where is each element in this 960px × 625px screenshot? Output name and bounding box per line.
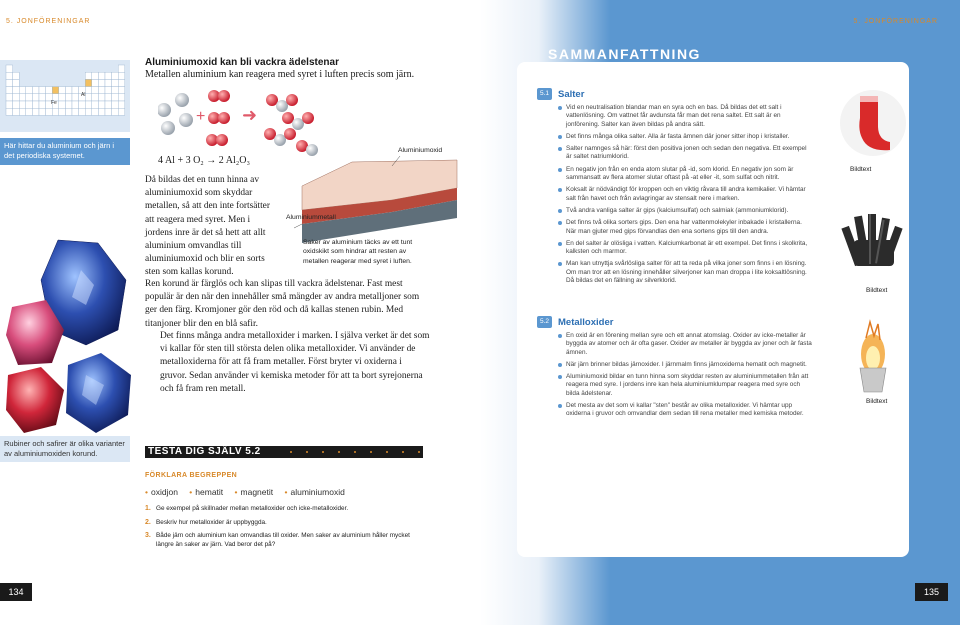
periodic-cell: [32, 94, 39, 101]
section-title-metalloxider: Metalloxider: [558, 317, 614, 328]
page-number-left: 134: [0, 583, 32, 601]
questions-list: [145, 505, 415, 554]
explain-concepts-heading: FÖRKLARA BEGREPPEN: [145, 472, 238, 479]
periodic-cell: [85, 87, 92, 94]
chapter-header-right: 5. JONFÖRENINGAR: [853, 18, 938, 25]
image-caption: Bildtext: [850, 166, 872, 173]
periodic-cell: [65, 94, 72, 101]
section-subtitle: Metallen aluminium kan reagera med syret i luften precis som järn.: [145, 69, 415, 80]
concept-item: • aluminiumoxid: [284, 487, 345, 497]
periodic-cell: [92, 101, 99, 108]
section-title-salter: Salter: [558, 89, 585, 100]
bullet-item: Salter namnges så här: först den positiva jonen och sedan den negativa. Ett exempel är saltet natriumklorid.: [558, 145, 813, 162]
periodic-cell: [105, 108, 112, 115]
periodic-cell: [46, 108, 53, 115]
periodic-cell: [98, 87, 105, 94]
periodic-cell: [112, 108, 119, 115]
periodic-cell: [72, 87, 79, 94]
body-paragraph-2: Ren korund är färglös och kan slipas till vackra ädelstenar. Fast mest populär är den när den innehåller små mängder av andra metalljoner som ger den färg. Kromjoner gör den röd och då kallas stenen rubin. Med titanjoner blir den en blå safir.: [145, 279, 420, 329]
symbol-fe: Fe: [51, 100, 57, 106]
periodic-cell: [92, 94, 99, 101]
concept-item: • magnetit: [234, 487, 274, 497]
periodic-cell: [118, 72, 125, 79]
periodic-cell: [79, 101, 86, 108]
periodic-cell: [65, 101, 72, 108]
periodic-cell: [92, 108, 99, 115]
periodic-cell: [118, 94, 125, 101]
periodic-cell: [105, 79, 112, 86]
concepts-list: [145, 487, 354, 497]
periodic-cell: [112, 87, 119, 94]
periodic-cell: [6, 94, 13, 101]
periodic-cell: [65, 108, 72, 115]
periodic-table-graphic: [0, 60, 130, 132]
periodic-cell: [85, 101, 92, 108]
periodic-cell: [26, 94, 33, 101]
bullet-item: Det mesta av det som vi kallar "sten" består av olika metalloxider. Vi hämtar upp oxiderna i gruvor och omvandlar dem sedan till rena metaller med kemiska metoder.: [558, 402, 813, 419]
concept-item: • oxidjon: [145, 487, 178, 497]
periodic-cell: [39, 94, 46, 101]
reaction-equation: 4 Al + 3 O₂ → 2 Al₂O₃: [158, 155, 250, 166]
periodic-cell: [98, 72, 105, 79]
periodic-cell: [85, 108, 92, 115]
test-yourself-title: TESTA DIG SJÄLV 5.2: [148, 446, 261, 457]
bullet-item: Två andra vanliga salter är gips (kalciumsulfat) och salmiak (ammoniumklorid).: [558, 207, 813, 215]
bullet-item: En del salter är olösliga i vatten. Kalciumkarbonat är ett exempel. Det finns i skolkrita, kalksten och marmor.: [558, 240, 813, 257]
periodic-cell: [13, 94, 20, 101]
periodic-cell: [72, 108, 79, 115]
periodic-cell: [13, 72, 20, 79]
periodic-cell: [19, 87, 26, 94]
bullet-item: En oxid är en förening mellan syre och ett annat atomslag. Oxider av icke-metaller är byggda av atomer och är ofta gaser. Oxider av metaller är byggda av joner och är fasta ämnen.: [558, 332, 813, 357]
periodic-cell: [19, 108, 26, 115]
periodic-cell: [98, 108, 105, 115]
periodic-cell: [118, 101, 125, 108]
periodic-cell: [98, 101, 105, 108]
gemstones-image: [6, 235, 136, 435]
periodic-cell: [112, 72, 119, 79]
arrow-right-icon: ➜: [242, 105, 258, 125]
periodic-cell: [6, 72, 13, 79]
periodic-cell: [105, 72, 112, 79]
figure-label-oxide: Aluminiumoxid: [398, 147, 443, 154]
periodic-cell: [59, 101, 66, 108]
periodic-cell: [39, 108, 46, 115]
periodic-cell: [39, 87, 46, 94]
periodic-cell: [98, 79, 105, 86]
periodic-cell: [105, 94, 112, 101]
periodic-cell: [59, 108, 66, 115]
periodic-cell: [13, 108, 20, 115]
bullet-list-salter: [558, 104, 813, 289]
section-number-badge: 5.1: [537, 88, 552, 100]
periodic-cell: [13, 87, 20, 94]
periodic-cell: [26, 108, 33, 115]
periodic-cell: [6, 87, 13, 94]
burning-iron-image: [838, 318, 908, 396]
periodic-cell: [32, 101, 39, 108]
periodic-cell: [98, 94, 105, 101]
periodic-cell: [59, 94, 66, 101]
bullet-item: Aluminiumoxid bildar en tunn hinna som skyddar resten av aluminiummetallen från att reagera med syre. I jordens inre kan hela aluminiumklumpar reagera med syre och bilda ädelstenar.: [558, 373, 813, 398]
periodic-cell: [6, 108, 13, 115]
banner-dots-decoration: [285, 446, 423, 458]
page-number-right: 135: [915, 583, 948, 601]
periodic-cell: [72, 94, 79, 101]
figure-label-metal: Aluminiummetall: [286, 214, 336, 221]
periodic-cell: [85, 72, 92, 79]
bullet-item: Man kan utnyttja svårlösliga salter för att ta reda på vilka joner som finns i en lösning. Om man tror att en lösning innehåller silverjoner kan man droppa i lite koksaltlösning. Då bildas det en fällning av silverklorid.: [558, 260, 813, 285]
periodic-cell: [26, 101, 33, 108]
periodic-cell: [112, 101, 119, 108]
periodic-table-caption: Här hittar du aluminium och järn i det periodiska systemet.: [0, 138, 130, 165]
periodic-cell: [6, 65, 13, 72]
bullet-item: Vid en neutralisation blandar man en syra och en bas. Då bildas det ett salt i vattenlösning. Om vattnet får avdunsta får man det rena saltet. Ett salt är en jonförening. Salter kan även bildas på andra sätt.: [558, 104, 813, 129]
body-paragraph-3: Det finns många andra metalloxider i marken. I själva verket är det som vi kallar för sten till största delen olika metalloxider. Vi använder de metalloxiderna för att få fram metaller. Först bryter vi oxiderna i gruvor. Sedan använder vi kemiska metoder för att ta bort syrejonerna och få fram ren metall.: [160, 331, 430, 394]
bullet-item: Det finns många olika salter. Alla är fasta ämnen där joner sitter ihop i kristaller.: [558, 133, 813, 141]
body-paragraph-1: Då bildas det en tunn hinna av aluminiumoxid som skyddar metallen, så att den inte fortsätter att reagera med syret. Men i jordens inre är det så hett att allt aluminium omvandlas till aluminiumoxid och blir en sorts sten som kallas korund.: [145, 175, 270, 278]
periodic-cell: [118, 65, 125, 72]
periodic-cell: [13, 101, 20, 108]
salt-sock-image: [838, 88, 908, 158]
question-item: 3. Både järn och aluminium kan omvandlas till oxider. Men saker av aluminium håller mycket längre än saker av järn. Vad beror det på?: [145, 532, 410, 548]
periodic-cell: [118, 108, 125, 115]
periodic-cell: [92, 87, 99, 94]
periodic-cell: [52, 87, 59, 94]
periodic-cell: [92, 79, 99, 86]
periodic-cell: [92, 72, 99, 79]
periodic-cell: [105, 101, 112, 108]
periodic-cell: [32, 108, 39, 115]
periodic-cell: [19, 101, 26, 108]
bullet-item: Det finns två olika sorters gips. Den ena har vattenmolekyler inbakade i kristallerna. När man gjuter med gips förvandlas den ena sortens gips till den andra.: [558, 219, 813, 236]
periodic-cell: [79, 108, 86, 115]
periodic-cell: [118, 87, 125, 94]
periodic-cell: [6, 79, 13, 86]
bullet-item: En negativ jon från en enda atom slutar på -id, som klorid. En negativ jon som är sammansatt av flera atomer slutar oftast på -at eller -it, som sulfat och nitrit.: [558, 166, 813, 183]
bullet-item: När järn brinner bildas järnoxider. I järnmalm finns järnoxiderna hematit och magnetit.: [558, 361, 813, 369]
periodic-cell: [46, 87, 53, 94]
periodic-cell: [118, 79, 125, 86]
periodic-cell: [59, 87, 66, 94]
periodic-cell: [32, 87, 39, 94]
periodic-cell: [105, 87, 112, 94]
periodic-cell: [72, 101, 79, 108]
periodic-cell: [65, 87, 72, 94]
bullet-list-metalloxider: [558, 332, 813, 423]
periodic-cell: [26, 87, 33, 94]
periodic-cell: [112, 79, 119, 86]
section-number-badge: 5.2: [537, 316, 552, 328]
periodic-cell: [52, 108, 59, 115]
periodic-cell: [85, 94, 92, 101]
symbol-al: Al: [81, 92, 86, 98]
periodic-table-image: [0, 60, 130, 132]
concept-item: • hematit: [189, 487, 224, 497]
charcoal-image: [838, 196, 908, 280]
periodic-cell: [19, 94, 26, 101]
gemstones-caption: Rubiner och safirer är olika varianter av aluminiumoxiden korund.: [0, 436, 130, 462]
image-caption: Bildtext: [866, 398, 888, 405]
question-item: 1. Ge exempel på skillnader mellan metalloxider och icke-metalloxider.: [145, 505, 349, 512]
image-caption: Bildtext: [866, 287, 888, 294]
periodic-cell: [85, 79, 92, 86]
figure-caption: Saker av aluminium täcks av ett tunt oxidskikt som hindrar att resten av metallen reagerar med syret i luften.: [303, 239, 413, 265]
summary-title: SAMMANFATTNING: [548, 46, 701, 62]
chapter-header-left: 5. JONFÖRENINGAR: [6, 18, 91, 25]
periodic-cell: [39, 101, 46, 108]
section-title: Aluminiumoxid kan bli vackra ädelstenar: [145, 57, 339, 68]
periodic-cell: [6, 101, 13, 108]
bullet-item: Koksalt är nödvändigt för kroppen och en viktig råvara till andra kemikalier. Vi hämtar salt från havet och från avlagringar av stensalt nere i marken.: [558, 186, 813, 203]
question-item: 2. Beskriv hur metalloxider är uppbyggda.: [145, 518, 267, 526]
plus-sign: +: [196, 108, 206, 125]
test-yourself-banner: [145, 446, 423, 458]
periodic-cell: [112, 94, 119, 101]
periodic-cell: [13, 79, 20, 86]
